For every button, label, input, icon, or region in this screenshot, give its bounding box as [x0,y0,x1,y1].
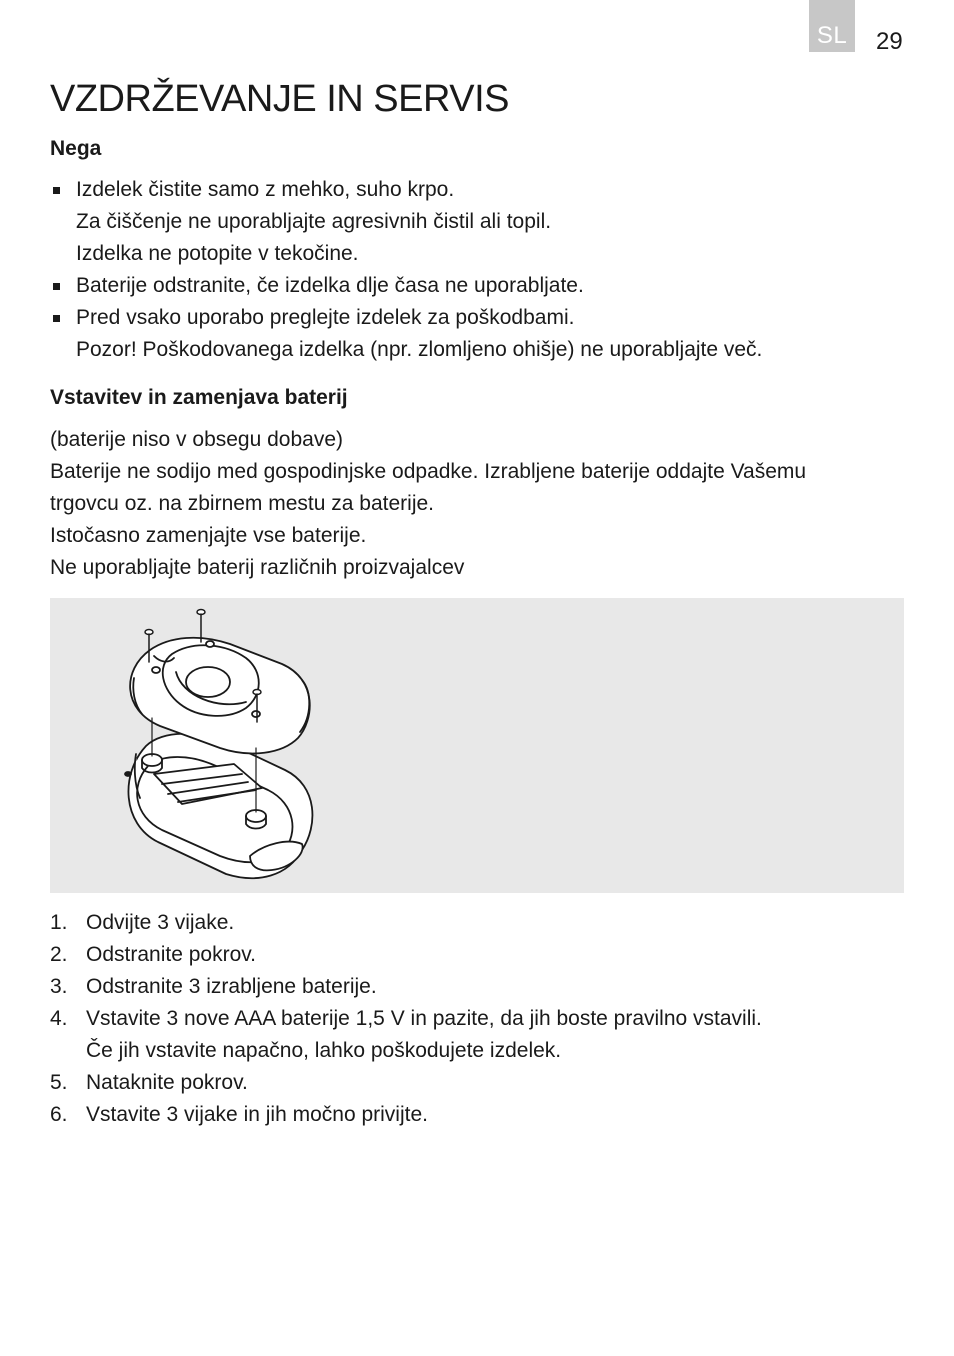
batteries-heading: Vstavitev in zamenjava baterij [50,386,348,409]
care-heading: Nega [50,137,102,160]
step-item [50,971,910,1003]
bullet-line: Pozor! Poškodovanega izdelka (npr. zlomljeno ohišje) ne uporabljajte več. [76,338,763,361]
page-number: 29 [876,28,903,55]
intro-line: Ne uporabljajte baterij različnih proizvajalcev [50,556,465,579]
intro-line: Baterije ne sodijo med gospodinjske odpadke. Izrabljene baterije oddajte Vašemu [50,460,807,483]
step-text: Vstavite 3 nove AAA baterije 1,5 V in pazite, da jih boste pravilno vstavili. [86,1007,762,1030]
step-number: 2. [50,943,68,966]
square-bullet-icon [53,283,60,290]
care-bullet-item [50,270,910,302]
care-bullet-item [50,174,910,270]
battery-replacement-figure [50,598,904,893]
step-item [50,907,910,939]
care-bullet-item [50,302,910,366]
step-number: 6. [50,1103,68,1126]
step-item [50,1067,910,1099]
page-title: VZDRŽEVANJE IN SERVIS [50,78,509,120]
replacement-steps-list [50,907,910,1131]
device-exploded-illustration [50,598,904,893]
bullet-line: Izdelek čistite samo z mehko, suho krpo. [76,178,455,201]
device-cover-drawing [130,638,310,754]
care-bullet-list [50,174,910,366]
step-number: 5. [50,1071,68,1094]
batteries-intro [50,424,910,584]
bullet-line: Pred vsako uporabo preglejte izdelek za poškodbami. [76,306,575,329]
bullet-line: Izdelka ne potopite v tekočine. [76,242,359,265]
square-bullet-icon [53,315,60,322]
step-text: Odvijte 3 vijake. [86,911,235,934]
step-text: Če jih vstavite napačno, lahko poškodujete izdelek. [86,1039,562,1062]
bullet-line: Baterije odstranite, če izdelka dlje časa ne uporabljate. [76,274,584,297]
step-text: Vstavite 3 vijake in jih močno privijte. [86,1103,428,1126]
language-tab [809,0,855,52]
step-number: 4. [50,1007,68,1030]
step-text: Nataknite pokrov. [86,1071,248,1094]
step-item [50,1003,910,1067]
intro-line: trgovcu oz. na zbirnem mestu za baterije. [50,492,435,515]
intro-line: Istočasno zamenjajte vse baterije. [50,524,367,547]
intro-line: (baterije niso v obsegu dobave) [50,428,344,451]
step-text: Odstranite 3 izrabljene baterije. [86,975,377,998]
language-tab-label: SL [816,22,848,49]
step-item [50,1099,910,1131]
step-number: 3. [50,975,68,998]
bullet-line: Za čiščenje ne uporabljajte agresivnih čistil ali topil. [76,210,552,233]
step-item [50,939,910,971]
step-number: 1. [50,911,68,934]
device-base-drawing [125,734,312,878]
step-text: Odstranite pokrov. [86,943,257,966]
square-bullet-icon [53,187,60,194]
